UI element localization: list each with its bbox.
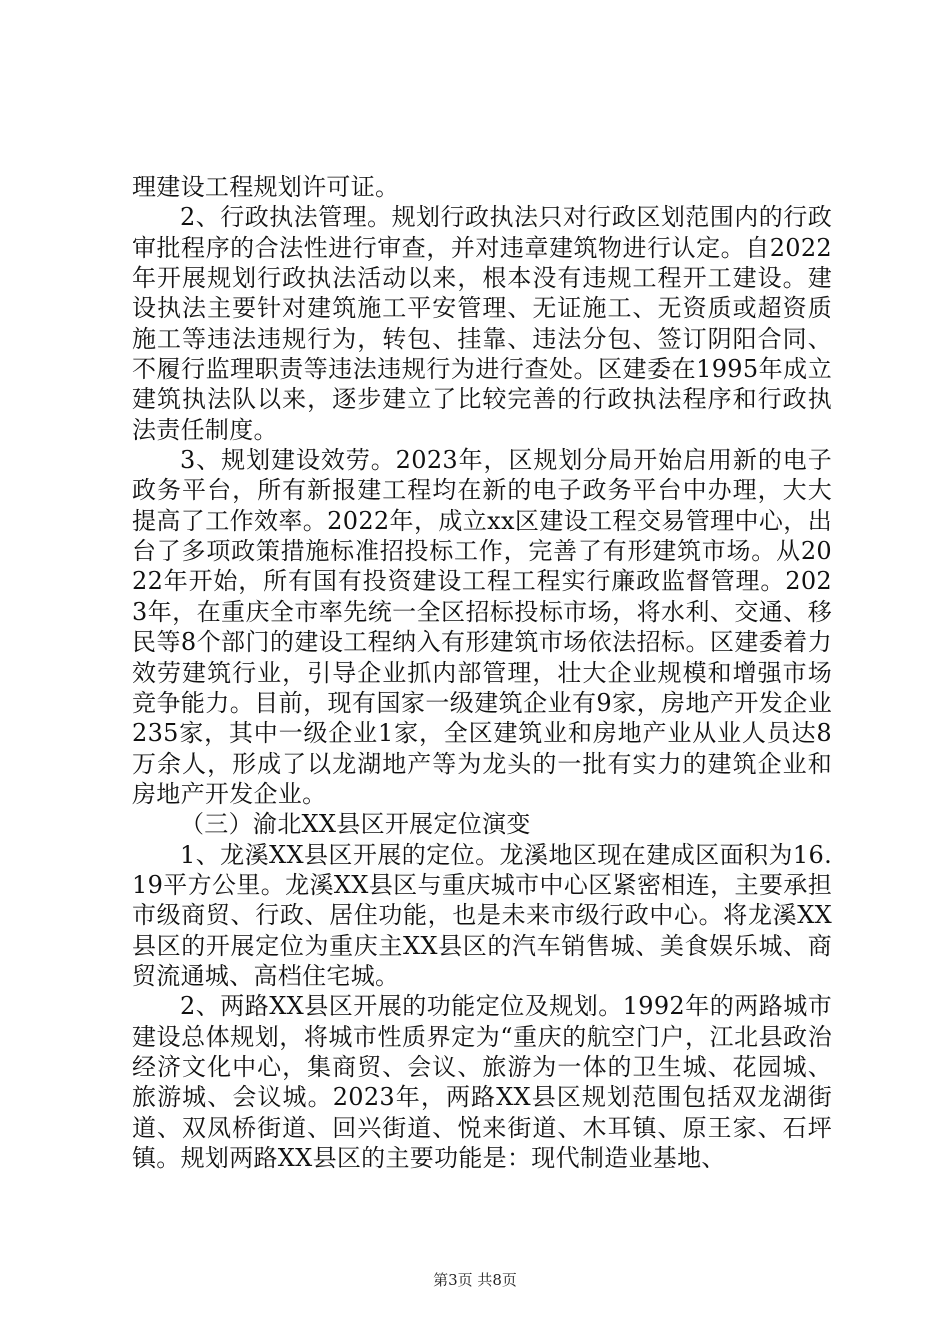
paragraph-longxi-positioning: 1、龙溪XX县区开展的定位。龙溪地区现在建成区面积为16.19平方公里。龙溪XX县区与重庆城市中心区紧密相连，主要承担市级商贸、行政、居住功能，也是未来市级行政中心。将龙溪XX县区的开展定位为重庆主XX县区的汽车销售城、美食娱乐城、商贸流通城、高档住宅城。 <box>132 840 832 990</box>
paragraph-lianglu-positioning: 2、两路XX县区开展的功能定位及规划。1992年的两路城市建设总体规划，将城市性质界定为“重庆的航空门户，江北县政治经济文化中心，集商贸、会议、旅游为一体的卫生城、花园城、旅游城、会议城。2023年，两路XX县区规划范围包括双龙湖街道、双凤桥街道、回兴街道、悦来街道、木耳镇、原王家、石坪镇。规划两路XX县区的主要功能是：现代制造业基地、 <box>132 992 832 1172</box>
section-heading: （三）渝北XX县区开展定位演变 <box>180 810 531 839</box>
paragraph-law-enforcement: 2、行政执法管理。规划行政执法只对行政区划范围内的行政审批程序的合法性进行审查，并对违章建筑物进行认定。自2022年开展规划行政执法活动以来，根本没有违规工程开工建设。建设执法主要针对建筑施工平安管理、无证施工、无资质或超资质施工等违法违规行为，转包、挂靠、违法分包、签订阴阳合同、不履行监理职责等违法违规行为进行查处。区建委在1995年成立建筑执法队以来，逐步建立了比较完善的行政执法程序和行政执法责任制度。 <box>132 203 832 444</box>
page-number-footer: 第3页 共8页 <box>433 1271 517 1289</box>
document-body <box>132 172 832 1173</box>
paragraph-construction-service: 3、规划建设效劳。2023年，区规划分局开始启用新的电子政务平台，所有新报建工程均在新的电子政务平台中办理，大大提高了工作效率。2022年，成立xx区建设工程交易管理中心，出台了多项政策措施标准招投标工作，完善了有形建筑市场。从2022年开始，所有国有投资建设工程工程实行廉政监督管理。2023年，在重庆全市率先统一全区招标投标市场，将水利、交通、移民等8个部门的建设工程纳入有形建筑市场依法招标。区建委着力效劳建筑行业，引导企业抓内部管理，壮大企业规模和增强市场竞争能力。目前，现有国家一级建筑企业有9家，房地产开发企业235家，其中一级企业1家，全区建筑业和房地产业从业人员达8万余人，形成了以龙湖地产等为龙头的一批有实力的建筑企业和房地产开发企业。 <box>132 446 832 808</box>
paragraph-continuation: 理建设工程规划许可证。 <box>132 173 400 201</box>
